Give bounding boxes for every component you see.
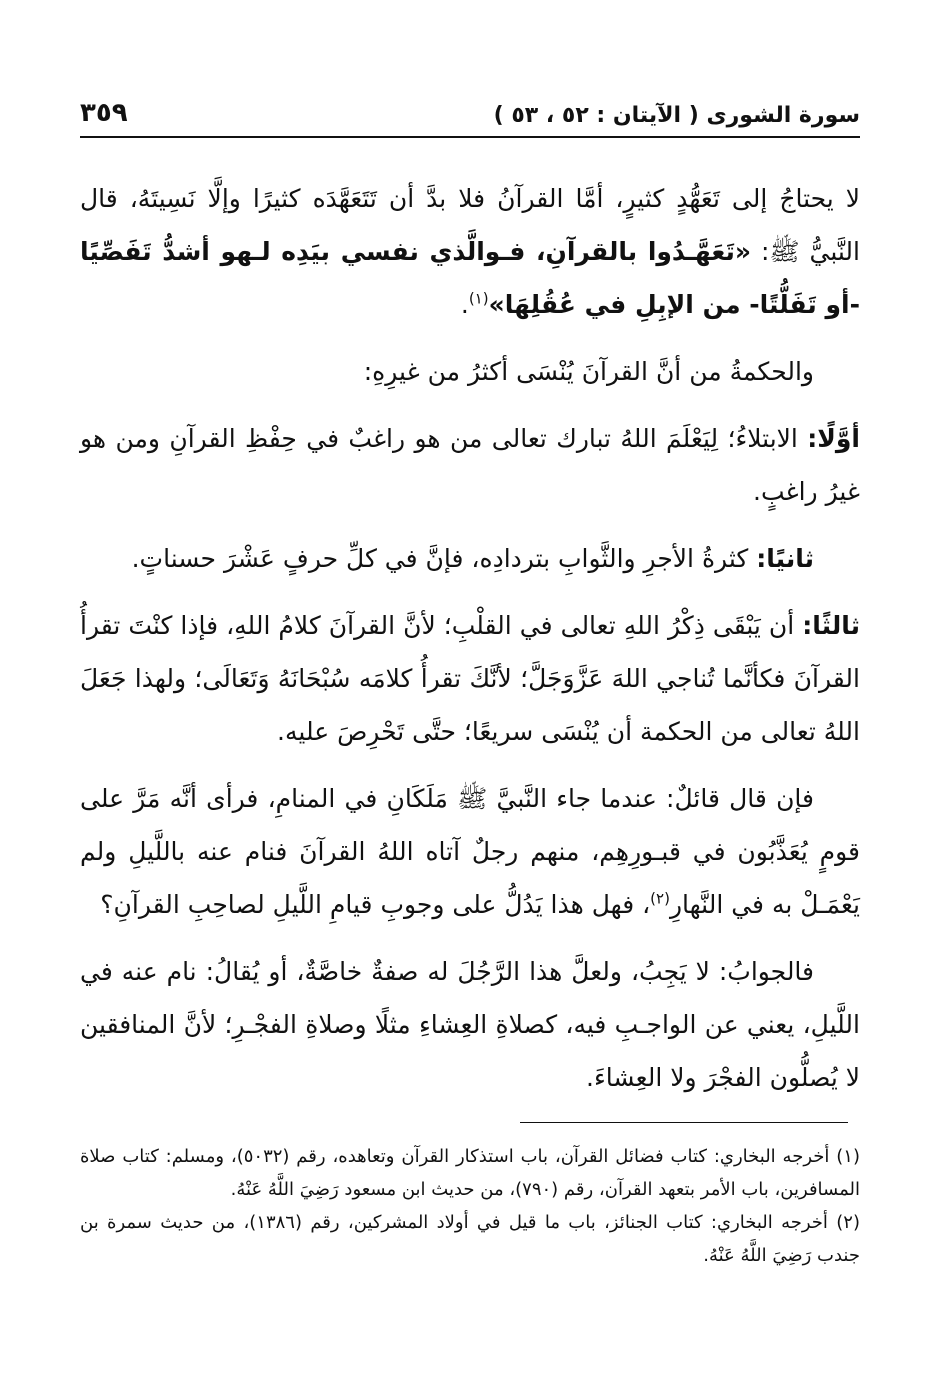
p1-end: . bbox=[460, 290, 469, 319]
page-header bbox=[80, 88, 860, 138]
paragraph-1 bbox=[80, 172, 860, 331]
point-2-label: ثانيًا: bbox=[756, 544, 814, 573]
p6-text: فإن قال قائلٌ: عندما جاء النَّبيَّ ﷺ مَلَكَانِ في المنامِ، فرأى أنَّه مَرَّ على قومٍ يُعَذَّبُون في قبـورِهِم، منهم رجلٌ آتاه اللهُ القرآنَ فنام عنه باللَّيلِ ولم يَعْمَـلْ به في النَّهارِ bbox=[80, 784, 860, 919]
paragraph-3 bbox=[80, 412, 860, 518]
point-1-text: الابتلاءُ؛ لِيَعْلَمَ اللهُ تبارك تعالى من هو راغبٌ في حِفْظِ القرآنِ ومن هو غيرُ راغبٍ. bbox=[80, 424, 860, 506]
paragraph-6 bbox=[80, 772, 860, 931]
footnote-ref-2[interactable]: (٢) bbox=[650, 889, 670, 908]
paragraph-5 bbox=[80, 599, 860, 758]
footnote-divider bbox=[520, 1122, 848, 1123]
paragraph-2: والحكمةُ من أنَّ القرآنَ يُنْسَى أكثرُ من غيرِهِ: bbox=[363, 357, 814, 386]
footnote-ref-1[interactable]: (١) bbox=[468, 289, 489, 308]
point-3-text: أن يَبْقَى ذِكْرُ اللهِ تعالى في القلْبِ؛ لأنَّ القرآنَ كلامُ اللهِ، فإذا كنْتَ تقرأُ القرآنَ فكأنَّما تُناجي اللهَ عَزَّوَجَلَّ؛ لأنَّكَ تقرأُ كلامَه سُبْحَانَهُ وَتَعَالَى؛ ولهذا جَعَلَ اللهُ تعالى من الحكمة أن يُنْسَى سريعًا؛ حتَّى تَحْرِصَ عليه. bbox=[80, 611, 860, 746]
footnote-1: (١) أخرجه البخاري: كتاب فضائل القرآن، باب استذكار القرآن وتعاهده، رقم (٥٠٣٢)، ومسلم: كتاب صلاة المسافرين، باب الأمر بتعهد القرآن، رقم (٧٩٠)، من حديث ابن مسعود رَضِيَ اللَّهُ عَنْهُ. bbox=[80, 1146, 860, 1200]
main-text bbox=[80, 172, 860, 1118]
p6-end: ، فهل هذا يَدُلُّ على وجوبِ قيامِ اللَّيلِ لصاحِبِ القرآنِ؟ bbox=[100, 890, 651, 919]
point-2-text: كثرةُ الأجرِ والثَّوابِ بتردادِه، فإنَّ في كلِّ حرفٍ عَشْرَ حسناتٍ. bbox=[131, 544, 757, 573]
running-title: سورة الشورى ( الآيتان : ٥٢ ، ٥٣ ) bbox=[493, 103, 860, 128]
paragraph-7: فالجوابُ: لا يَجِبُ، ولعلَّ هذا الرَّجُلَ له صفةٌ خاصَّةٌ، أو يُقالُ: نام عنه في اللَّيلِ، يعني عن الواجـبِ فيه، كصلاةِ العِشاءِ مثلًا وصلاةِ الفجْـرِ؛ لأنَّ المنافقين لا يُصلُّون الفجْرَ ولا العِشاءَ. bbox=[80, 957, 860, 1092]
p1-text: لا يحتاجُ إلى تَعَهُّدٍ كثيرٍ، أمَّا القرآنُ فلا بدَّ أن تَتَعَهَّدَه كثيرًا وإلَّا نَسِيتَهُ، قال النَّبيُّ ﷺ: bbox=[80, 184, 860, 266]
point-1-label: أوَّلًا: bbox=[807, 424, 860, 453]
footnote-2: (٢) أخرجه البخاري: كتاب الجنائز، باب ما قيل في أولاد المشركين، رقم (١٣٨٦)، من حديث سمرة بن جندب رَضِيَ اللَّهُ عَنْهُ. bbox=[80, 1212, 860, 1266]
paragraph-4 bbox=[80, 532, 860, 585]
page-number: ٣٥٩ bbox=[80, 98, 128, 128]
hadith-quote: «تَعَهَّـدُوا بالقرآنِ، فـوالَّذي نفسي بيَدِه لـهو أشدُّ تَفَصِّيًا -أو تَفَلُّتًا- من الإبِلِ في عُقُلِهَا» bbox=[80, 237, 860, 319]
point-3-label: ثالثًا: bbox=[802, 611, 860, 640]
footnotes bbox=[80, 1140, 860, 1272]
